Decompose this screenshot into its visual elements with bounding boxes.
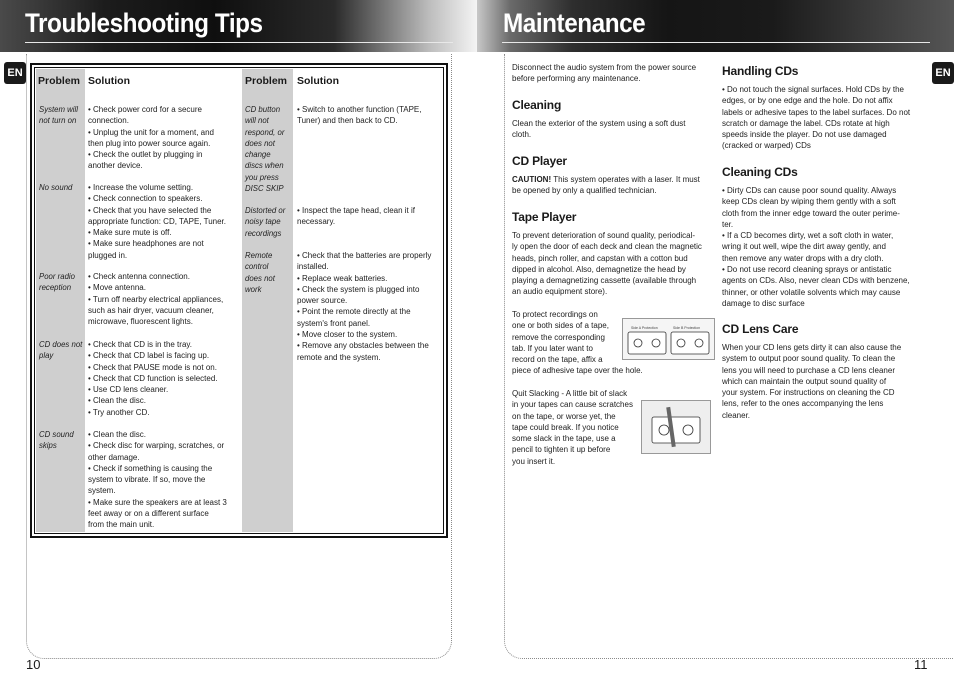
solution-line: installed. (297, 262, 329, 272)
text-line: cloth. (512, 130, 532, 140)
solution-line: • Make sure headphones are not (88, 239, 204, 249)
text-line: before performing any maintenance. (512, 74, 641, 84)
problem-line: recordings (245, 228, 282, 238)
intro-text (512, 62, 696, 85)
solution-cell (297, 205, 415, 228)
text-line: tape could break. If you notice (512, 422, 619, 432)
text-line: agents on CDs. Also, never clean CDs with benzene, (722, 276, 910, 286)
solution-line: system. (88, 486, 116, 496)
solution-line: • Check if something is causing the (88, 463, 213, 473)
text-line: thinner, or other volatile solvents which may cause (722, 287, 901, 297)
solution-line: then plug into power source again. (88, 138, 211, 148)
solution-line: • Check connection to speakers. (88, 194, 203, 204)
solution-line: • Turn off nearby electrical appliances, (88, 294, 224, 304)
solution-header-left: Solution (88, 75, 130, 87)
problem-line: you press (245, 172, 279, 182)
text-line: your system. For instructions on cleaning the CD (722, 388, 895, 398)
problem-line: control (245, 262, 269, 272)
solution-line: • Replace weak batteries. (297, 273, 388, 283)
solution-line: Tuner) and then back to CD. (297, 116, 398, 126)
solution-line: • Move closer to the system. (297, 330, 398, 340)
solution-line: connection. (88, 116, 129, 126)
solution-line: system's front panel. (297, 318, 371, 328)
solution-cell (88, 429, 227, 531)
problem-line: System will (39, 105, 78, 114)
problem-line: respond, or (245, 127, 285, 137)
text-line: edges, or by one edge and the hole. Do not affix (722, 96, 893, 106)
solution-line: remote and the system. (297, 352, 381, 362)
problem-line: DISC SKIP (245, 184, 284, 194)
solution-line: other damage. (88, 452, 140, 462)
text-line: ly open the door of each deck and clean the magnetic (512, 242, 702, 252)
problem-line: CD button (245, 105, 281, 114)
page-title: Maintenance (503, 8, 646, 38)
text-line: speeds inside the player. Do not use damaged (722, 130, 887, 140)
side-a-label: Side A Protection (631, 326, 658, 330)
text-line: which can maintain the output sound quality of (722, 376, 887, 386)
solution-line: • Check the outlet by plugging in (88, 150, 203, 160)
text-line: on the tape, or worse yet, the (512, 411, 616, 421)
text-line: record on the tape, affix a (512, 355, 603, 365)
solution-line: such as hair dryer, vacuum cleaner, (88, 305, 214, 315)
text-line: dipped in alcohol. Also, demagnetize the head by (512, 264, 686, 274)
text-line: To protect recordings on (512, 310, 598, 319)
cleaning-cds-heading: Cleaning CDs (722, 165, 798, 179)
cd-player-text (512, 174, 700, 197)
text-line: • Do not touch the signal surfaces. Hold CDs by the (722, 85, 905, 94)
tape-player-text (512, 230, 702, 298)
problem-column-left (36, 69, 85, 532)
solution-cell (88, 339, 218, 418)
problem-cell (245, 205, 285, 239)
problem-line: play (39, 351, 54, 361)
text-line: be opened by only a qualified technician. (512, 186, 657, 196)
side-b-label: Side B Protection (673, 326, 701, 330)
solution-line: • Check that CD is in the tray. (88, 340, 193, 349)
text-line: you insert it. (512, 456, 556, 466)
solution-line: • Make sure mute is off. (88, 228, 172, 238)
text-line: cloth from the inner edge toward the outer perime- (722, 208, 900, 218)
caution-label: CAUTION! (512, 175, 552, 184)
tape-player-heading: Tape Player (512, 210, 577, 224)
problem-header-left: Problem (38, 75, 81, 87)
solution-cell (88, 271, 223, 327)
solution-line: from the main unit. (88, 520, 155, 530)
solution-line: plugged in. (88, 250, 128, 260)
problem-line: skips (39, 441, 57, 451)
problem-line: does not (245, 273, 275, 283)
problem-line: CD does not (39, 340, 83, 349)
table-inner-border (34, 67, 444, 534)
problem-line: not turn on (39, 116, 77, 126)
text-line: • Dirty CDs can cause poor sound quality. Always (722, 186, 897, 195)
solution-line: • Increase the volume setting. (88, 183, 194, 192)
solution-line: • Make sure the speakers are at least 3 (88, 497, 227, 507)
cleaning-cds-text (722, 185, 910, 309)
text-line: keep CDs clean by wiping them gently with a soft (722, 197, 896, 207)
maintenance-page (477, 0, 954, 684)
language-tab: EN (4, 62, 26, 84)
text-line: damage to disc surface (722, 298, 805, 308)
cassette-protection-figure (622, 318, 715, 360)
problem-line: reception (39, 283, 72, 293)
header-rule (25, 42, 453, 43)
caution-text: This system operates with a laser. It must (551, 175, 700, 184)
cassette-tabs-illustration (623, 319, 714, 359)
problem-line: work (245, 284, 262, 294)
text-line: an audio equipment store). (512, 287, 608, 297)
solution-line: • Check antenna connection. (88, 272, 190, 281)
text-line: (cracked or warped) CDs (722, 141, 811, 151)
text-line: lens you will need to purchase a CD lens cleaner (722, 365, 895, 375)
problem-line: No sound (39, 183, 73, 192)
page-number: 10 (26, 657, 41, 672)
problem-line: discs when (245, 161, 284, 171)
solution-line: • Clean the disc. (88, 430, 146, 439)
text-line: scratch or damage the label. CDs rotate at high (722, 118, 890, 128)
maintenance-header (477, 0, 954, 52)
troubleshooting-table (30, 63, 448, 538)
solution-line: necessary. (297, 217, 336, 227)
solution-line: • Inspect the tape head, clean it if (297, 206, 415, 215)
problem-line: noisy tape (245, 217, 281, 227)
text-line: remove the corresponding (512, 332, 605, 342)
solution-header-right: Solution (297, 75, 339, 87)
solution-line: feet away or on a different surface (88, 509, 209, 519)
text-line: lens, refer to the ones accompanying the lens (722, 399, 884, 409)
solution-line: power source. (297, 296, 348, 306)
text-line: system to output poor sound quality. To clean the (722, 354, 896, 364)
solution-line: • Switch to another function (TAPE, (297, 105, 422, 114)
problem-cell (39, 339, 82, 362)
page-title: Troubleshooting Tips (25, 8, 263, 38)
solution-line: • Check that you have selected the (88, 205, 212, 215)
page-number: 11 (914, 657, 928, 672)
cd-lens-care-heading: CD Lens Care (722, 322, 799, 336)
handling-cds-text (722, 84, 910, 152)
problem-header-right: Problem (245, 75, 288, 87)
solution-line: • Check that CD label is facing up. (88, 351, 210, 361)
pencil-cassette-illustration (642, 401, 710, 453)
handling-cds-heading: Handling CDs (722, 64, 799, 78)
problem-line: Distorted or (245, 206, 286, 215)
text-line: To prevent deterioration of sound quality, periodical- (512, 231, 696, 240)
cleaning-text (512, 118, 685, 141)
solution-cell (88, 104, 214, 172)
pencil-slack-figure (641, 400, 711, 454)
text-line: playing a demagnetizing cassette (available through (512, 276, 697, 286)
solution-cell (88, 182, 226, 261)
text-line: wring it out well, wipe the dirt away gently, and (722, 242, 886, 252)
solution-line: • Check that the batteries are properly (297, 251, 432, 260)
solution-line: • Use CD lens cleaner. (88, 385, 169, 395)
solution-line: another device. (88, 161, 143, 171)
problem-line: CD sound (39, 430, 74, 439)
cleaning-heading: Cleaning (512, 98, 562, 112)
solution-line: • Check power cord for a secure (88, 105, 202, 114)
text-line: labels or adhesive tapes to the label surfaces. Do not (722, 107, 911, 117)
problem-cell (39, 429, 74, 452)
text-line: then remove any water drops with a dry cloth. (722, 253, 884, 263)
troubleshooting-header (0, 0, 477, 52)
text-line: cleaner. (722, 410, 751, 420)
text-line: When your CD lens gets dirty it can also cause the (722, 343, 902, 352)
problem-cell (245, 250, 275, 295)
slack-text (512, 388, 633, 467)
cd-lens-care-text (722, 342, 901, 421)
header-rule (502, 42, 930, 43)
text-line: heads, pinch roller, and capstan with a cotton bud (512, 253, 688, 263)
text-line: Disconnect the audio system from the power source (512, 63, 697, 72)
text-line: • If a CD becomes dirty, wet a soft cloth in water, (722, 231, 894, 241)
problem-line: will not (245, 116, 269, 126)
cd-player-text-rest (512, 185, 700, 196)
solution-line: • Remove any obstacles between the (297, 341, 429, 351)
cd-player-heading: CD Player (512, 154, 567, 168)
solution-line: appropriate function: CD, TAPE, Tuner. (88, 216, 226, 226)
solution-line: • Check disc for warping, scratches, or (88, 441, 225, 451)
solution-line: system to vibrate. If so, move the (88, 475, 206, 485)
solution-line: • Try another CD. (88, 407, 150, 417)
solution-line: • Check that CD function is selected. (88, 373, 218, 383)
text-line: tab. If you later want to (512, 343, 593, 353)
text-line: pencil to tighten it up before (512, 445, 611, 455)
problem-line: does not (245, 138, 275, 148)
solution-line: • Check the system is plugged into (297, 284, 420, 294)
text-line: • Do not use record cleaning sprays or antistatic (722, 265, 892, 275)
text-line: one or both sides of a tape, (512, 321, 609, 331)
solution-line: • Check that PAUSE mode is not on. (88, 362, 217, 372)
solution-cell (297, 250, 431, 363)
text-line: some slack in the tape, use a (512, 434, 616, 444)
problem-cell (245, 104, 284, 194)
solution-line: • Move antenna. (88, 283, 146, 293)
language-tab: EN (932, 62, 954, 84)
text-line: Clean the exterior of the system using a soft dust (512, 119, 686, 128)
problem-line: Poor radio (39, 272, 75, 281)
problem-line: Remote (245, 251, 273, 260)
solution-line: • Point the remote directly at the (297, 307, 411, 317)
solution-line: • Unplug the unit for a moment, and (88, 127, 214, 137)
text-line: in your tapes can cause scratches (512, 400, 633, 410)
problem-cell (39, 104, 78, 127)
text-line: ter. (722, 219, 734, 229)
problem-line: change (245, 150, 271, 160)
solution-line: • Clean the disc. (88, 396, 146, 406)
solution-line: microwave, fluorescent lights. (88, 317, 193, 327)
solution-cell (297, 104, 422, 127)
text-line: piece of adhesive tape over the hole. (512, 366, 643, 376)
problem-cell (39, 271, 75, 294)
text-line: Quit Slacking - A little bit of slack (512, 389, 628, 398)
problem-cell (39, 182, 72, 193)
